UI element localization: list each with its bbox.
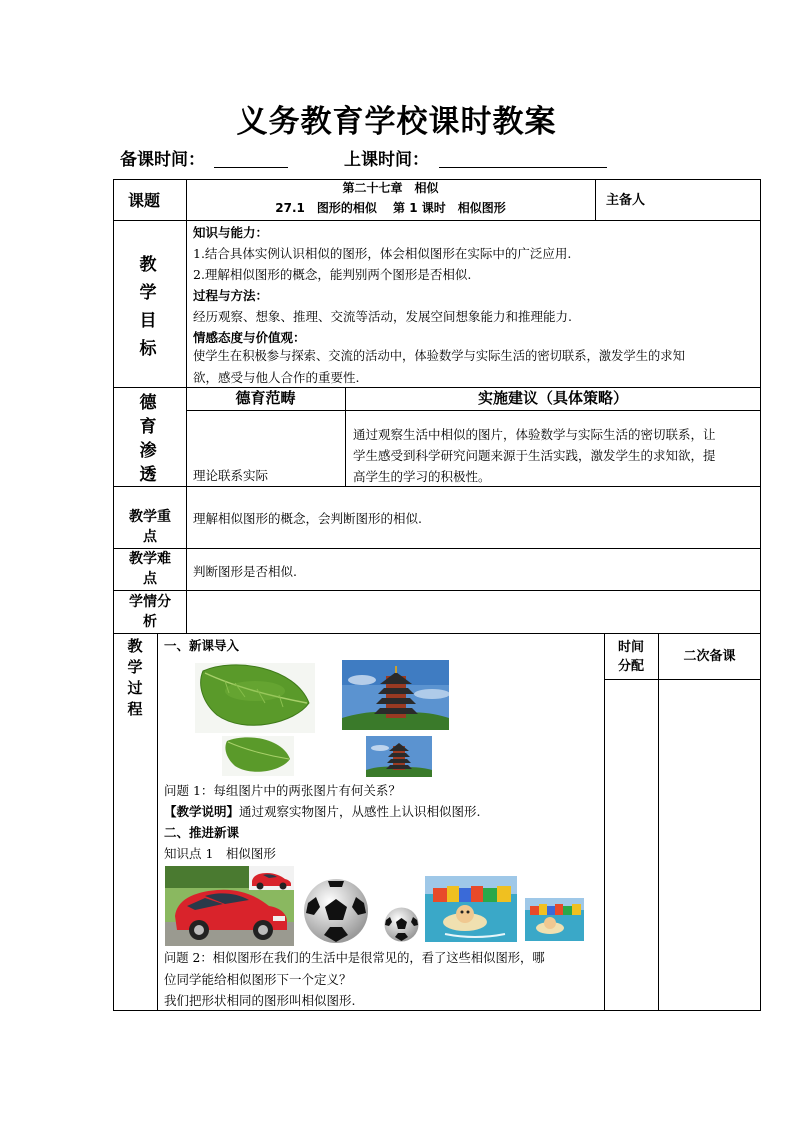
tower-image-large [342,660,449,730]
soccer-ball-large [302,877,370,945]
water-park-image-small [525,898,584,941]
row-divider [604,679,761,680]
topic-lesson: 27.1 图形的相似 第 1 课时 相似图形 [275,201,506,215]
car-image-small [249,866,294,890]
class-time-blank [439,167,607,168]
knowledge-point-1: 知识点 1 相似图形 [164,846,276,861]
moral-label: 德 育 渗 透 [139,393,157,485]
topic-label: 课题 [128,191,161,210]
preparer-label: 主备人 [606,193,646,208]
leaf-image-large [195,663,315,733]
col-divider [604,633,605,1011]
time-label: 时间 [617,640,644,655]
tower-image-small [366,736,432,777]
attitude-text-2: 欲，感受与他人合作的重要性. [193,370,360,385]
difficulty-label-2: 点 [143,571,157,587]
process-label: 教 学 过 程 [127,637,143,718]
row-divider [113,590,761,591]
knowledge-heading: 知识与能力： [193,225,269,240]
key-point-text: 理解相似图形的概念，会判断图形的相似. [193,511,422,526]
second-prep-label: 二次备课 [683,649,736,664]
question-2-line-2: 位同学能给相似图形下一个定义？ [164,972,352,987]
prep-time-blank [214,167,288,168]
row-divider [186,410,761,411]
col-divider [157,633,158,1011]
moral-suggestion-2: 学生感受到科学研究问题来源于生活实践，激发学生的求知欲，提 [353,448,716,463]
similar-definition: 我们把形状相同的图形叫相似图形. [164,993,356,1008]
moral-category: 理论联系实际 [193,468,269,483]
difficulty-text: 判断图形是否相似. [193,564,297,579]
section-new-content: 二、推进新课 [164,825,240,840]
process-text: 经历观察、想象、推理、交流等活动，发展空间想象能力和推理能力. [193,309,572,324]
question-1: 问题 1：每组图片中的两张图片有何关系？ [164,783,401,798]
key-point-label: 教学重 [129,509,171,525]
difficulty-label: 教学难 [129,551,171,567]
attitude-heading: 情感态度与价值观： [193,330,306,345]
teaching-note-text: 通过观察实物图片，从感性上认识相似图形. [239,804,481,819]
analysis-label: 学情分 [129,594,171,610]
prep-time-label: 备课时间： [120,150,205,170]
time-label-2: 分配 [617,659,644,674]
knowledge-item-1: 1.结合具体实例认识相似的图形，体会相似图形在实际中的广泛应用. [193,246,572,261]
moral-suggestion-3: 高学生的学习的积极性。 [353,469,491,484]
soccer-ball-small [383,906,420,943]
key-point-label-2: 点 [143,529,157,545]
topic-chapter: 第二十七章 相似 [342,181,439,195]
section-new-lesson: 一、新课导入 [164,638,240,653]
knowledge-item-2: 2.理解相似图形的概念，能判别两个图形是否相似. [193,267,472,282]
question-2-line-1: 问题 2：相似图形在我们的生活中是很常见的，看了这些相似图形，哪 [164,951,545,965]
process-heading: 过程与方法： [193,288,269,303]
col-divider [658,633,659,1011]
teaching-note [164,801,481,822]
moral-suggestion-1: 通过观察生活中相似的图片，体验数学与实际生活的密切联系，让 [353,427,716,442]
attitude-text-1: 使学生在积极参与探索、交流的活动中，体验数学与实际生活的密切联系，激发学生的求知 [193,349,685,363]
analysis-label-2: 析 [143,614,157,630]
leaf-image-small [222,736,294,776]
water-park-image-large [425,876,517,942]
row-divider [113,220,761,221]
row-divider [113,548,761,549]
row-divider [113,633,761,634]
moral-category-header: 德育范畴 [235,389,296,407]
teaching-note-tag: 【教学说明】 [164,804,240,819]
objectives-label: 教 学 目 标 [139,255,157,359]
document-title: 义务教育学校课时教案 [236,104,557,140]
class-time-label: 上课时间： [344,150,429,170]
col-divider [595,179,596,220]
moral-suggestion-header: 实施建议（具体策略） [477,389,628,407]
